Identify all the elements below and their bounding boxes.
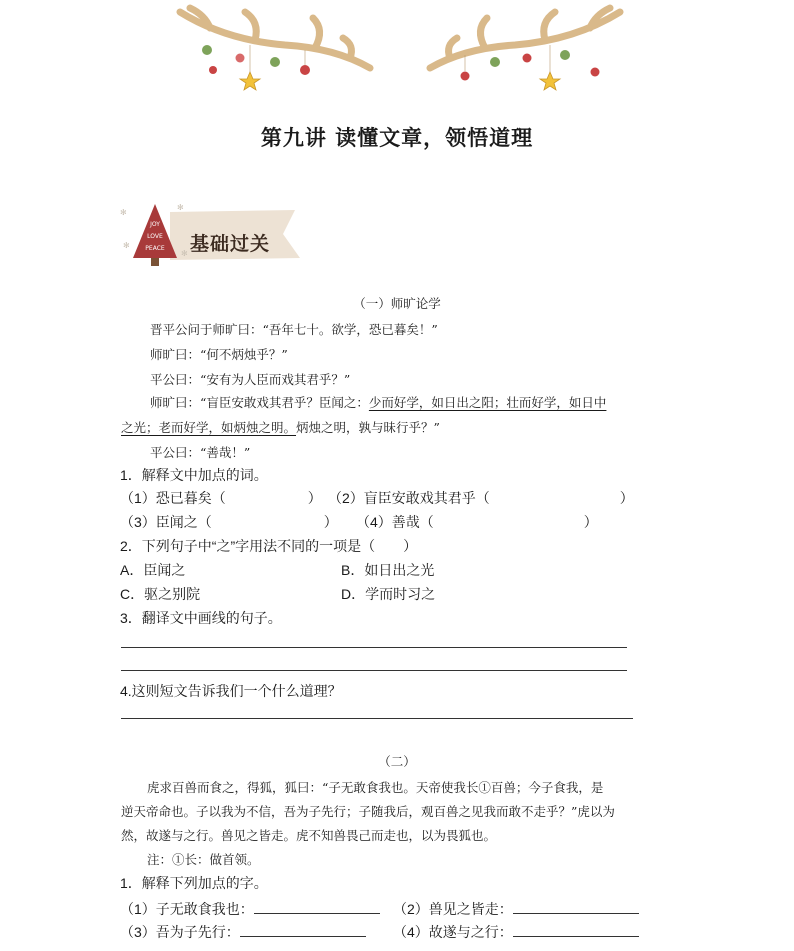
passage1-line: 平公曰：“善哉！” — [150, 445, 251, 460]
passage1-line — [121, 418, 440, 436]
passage2-line: 逆天帝命也。子以我为不信，吾为子先行；子随我后，观百兽之见我而敢不走乎？”虎以为 — [121, 804, 615, 819]
question-1-1 — [120, 488, 322, 508]
question-label: （3）臣闻之（ — [120, 514, 212, 530]
question-3: 3．翻译文中画线的句子。 — [120, 610, 282, 626]
snowflake-icon: ✻ — [123, 241, 130, 250]
question-2: 2．下列句子中“之”字用法不同的一项是（ ） — [120, 538, 418, 554]
question-1-3 — [120, 512, 338, 532]
question2-1-1 — [120, 899, 380, 919]
question-label: （2）兽见之皆走： — [393, 901, 513, 917]
question-label: （4）善哉（ — [356, 514, 434, 530]
underlined-sentence: 之光；老而好学，如炳烛之明。 — [121, 420, 297, 435]
page-title: 第九讲 读懂文章，领悟道理 — [260, 126, 534, 150]
question-label: （3）吾为子先行： — [120, 924, 240, 940]
passage1-line: 晋平公问于师旷曰：“吾年七十。欲学，恐已暮矣！” — [150, 322, 438, 337]
passage2-line: 虎求百兽而食之，得狐，狐曰：“子无敢食我也。天帝使我长①百兽；今子食我，是 — [147, 780, 604, 795]
answer-line[interactable] — [121, 647, 627, 648]
question-label: （1）恐已暮矣（ — [120, 490, 226, 506]
snowflake-icon: ✻ — [181, 249, 188, 258]
question2-1: 1．解释下列加点的字。 — [120, 875, 268, 891]
snowflake-icon: ✻ — [120, 208, 127, 217]
question-label: ） — [323, 514, 338, 530]
answer-blank[interactable] — [254, 901, 380, 914]
svg-text:JOY: JOY — [150, 221, 160, 228]
passage1-line: 师旷曰：“何不炳烛乎？” — [150, 347, 288, 362]
question-label: （2）盲臣安敢戏其君乎（ — [328, 490, 490, 506]
section-title: 基础过关 — [190, 233, 271, 255]
antler-ornament — [165, 0, 635, 95]
answer-blank[interactable] — [240, 924, 366, 937]
snowflake-icon: ✻ — [177, 203, 184, 212]
option-c[interactable]: C．驱之别院 — [120, 586, 201, 602]
underlined-sentence: 少而好学，如日出之阳；壮而好学，如日中 — [368, 395, 607, 410]
question-label: ） — [619, 490, 634, 506]
question2-1-4 — [393, 922, 639, 942]
question-1-2 — [328, 488, 634, 508]
question-label: ） — [583, 514, 598, 530]
passage1-line: 平公曰：“安有为人臣而戏其君乎？” — [150, 372, 351, 387]
question-1-4 — [356, 512, 598, 532]
question-label: ） — [307, 490, 322, 506]
answer-blank[interactable] — [513, 924, 639, 937]
svg-text:LOVE: LOVE — [147, 233, 163, 240]
question2-1-3 — [120, 922, 366, 942]
question-1: 1．解释文中加点的词。 — [120, 467, 268, 483]
passage2-note: 注：①长：做首领。 — [147, 852, 260, 867]
answer-blank[interactable] — [513, 901, 639, 914]
option-a[interactable]: A．臣闻之 — [120, 562, 186, 578]
question-label: （4）故遂与之行： — [393, 924, 513, 940]
answer-line[interactable] — [121, 670, 627, 671]
option-b[interactable]: B．如日出之光 — [341, 562, 435, 578]
svg-text:PEACE: PEACE — [145, 245, 165, 252]
passage2-line: 然，故遂与之行。兽见之皆走。虎不知兽畏己而走也，以为畏狐也。 — [121, 828, 497, 843]
passage2-heading: （二） — [378, 754, 416, 769]
passage1-line — [150, 393, 606, 411]
option-d[interactable]: D．学而时习之 — [341, 586, 436, 602]
passage1-text: 炳烛之明，孰与昧行乎？” — [296, 420, 440, 435]
question-label: （1）子无敢食我也： — [120, 901, 254, 917]
passage1-heading: （一）师旷论学 — [353, 296, 441, 311]
passage1-text: 师旷曰：“盲臣安敢戏其君乎？臣闻之： — [150, 395, 369, 410]
answer-line[interactable] — [121, 718, 633, 719]
question-4: 4.这则短文告诉我们一个什么道理？ — [120, 683, 342, 699]
question2-1-2 — [393, 899, 639, 919]
